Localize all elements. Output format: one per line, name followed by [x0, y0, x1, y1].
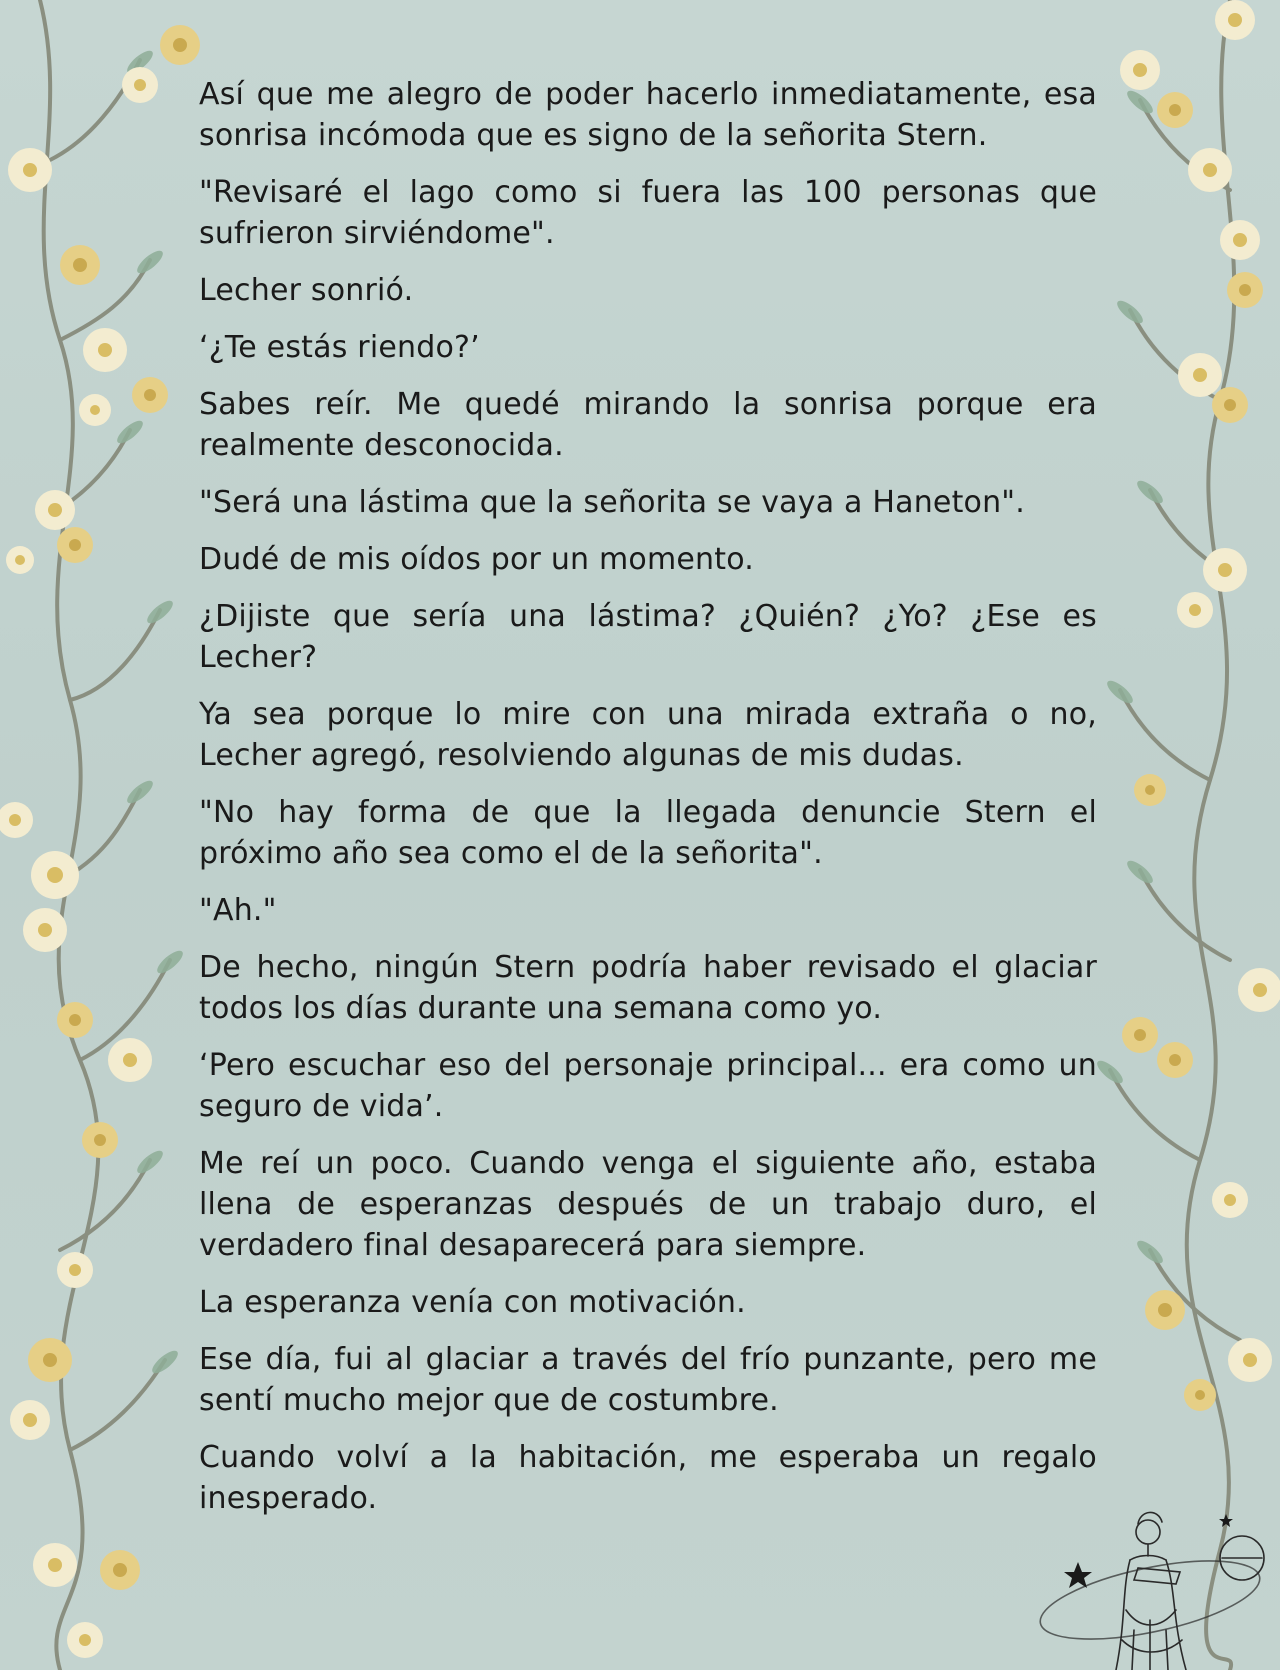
paragraph: "Ah." — [199, 893, 277, 928]
paragraph: Cuando volví a la habitación, me esperaba un regalo inesperado. — [199, 1440, 1097, 1516]
paragraph: La esperanza venía con motivación. — [199, 1285, 746, 1320]
paragraph: Me reí un poco. Cuando venga el siguiente año, estaba llena de esperanzas después de un trabajo duro, el verdadero final desaparecerá para siempre. — [199, 1146, 1097, 1263]
paragraph: "Revisaré el lago como si fuera las 100 personas que sufrieron sirviéndome". — [199, 175, 1097, 251]
paragraph: Lecher sonrió. — [199, 273, 414, 308]
paragraph: ¿Dijiste que sería una lástima? ¿Quién? ¿Yo? ¿Ese es Lecher? — [199, 599, 1097, 675]
paragraph: Ese día, fui al glaciar a través del frío punzante, pero me sentí mucho mejor que de costumbre. — [199, 1342, 1097, 1418]
paragraph: Ya sea porque lo mire con una mirada extraña o no, Lecher agregó, resolviendo algunas de mis dudas. — [199, 697, 1097, 773]
left-blossom-vine — [0, 0, 210, 1670]
paragraph: Así que me alegro de poder hacerlo inmediatamente, esa sonrisa incómoda que es signo de la señorita Stern. — [199, 77, 1097, 153]
woman-reading-illustration — [1030, 1480, 1280, 1670]
right-blossom-vine — [1080, 0, 1280, 1670]
story-text — [199, 74, 1097, 1535]
paragraph: "No hay forma de que la llegada denuncie Stern el próximo año sea como el de la señorita". — [199, 795, 1097, 871]
paragraph: Dudé de mis oídos por un momento. — [199, 542, 754, 577]
paragraph: De hecho, ningún Stern podría haber revisado el glaciar todos los días durante una semana como yo. — [199, 950, 1097, 1026]
paragraph: "Será una lástima que la señorita se vaya a Haneton". — [199, 485, 1026, 520]
paragraph: ‘¿Te estás riendo?’ — [199, 330, 480, 365]
paragraph: ‘Pero escuchar eso del personaje principal... era como un seguro de vida’. — [199, 1048, 1097, 1124]
paragraph: Sabes reír. Me quedé mirando la sonrisa porque era realmente desconocida. — [199, 387, 1097, 463]
